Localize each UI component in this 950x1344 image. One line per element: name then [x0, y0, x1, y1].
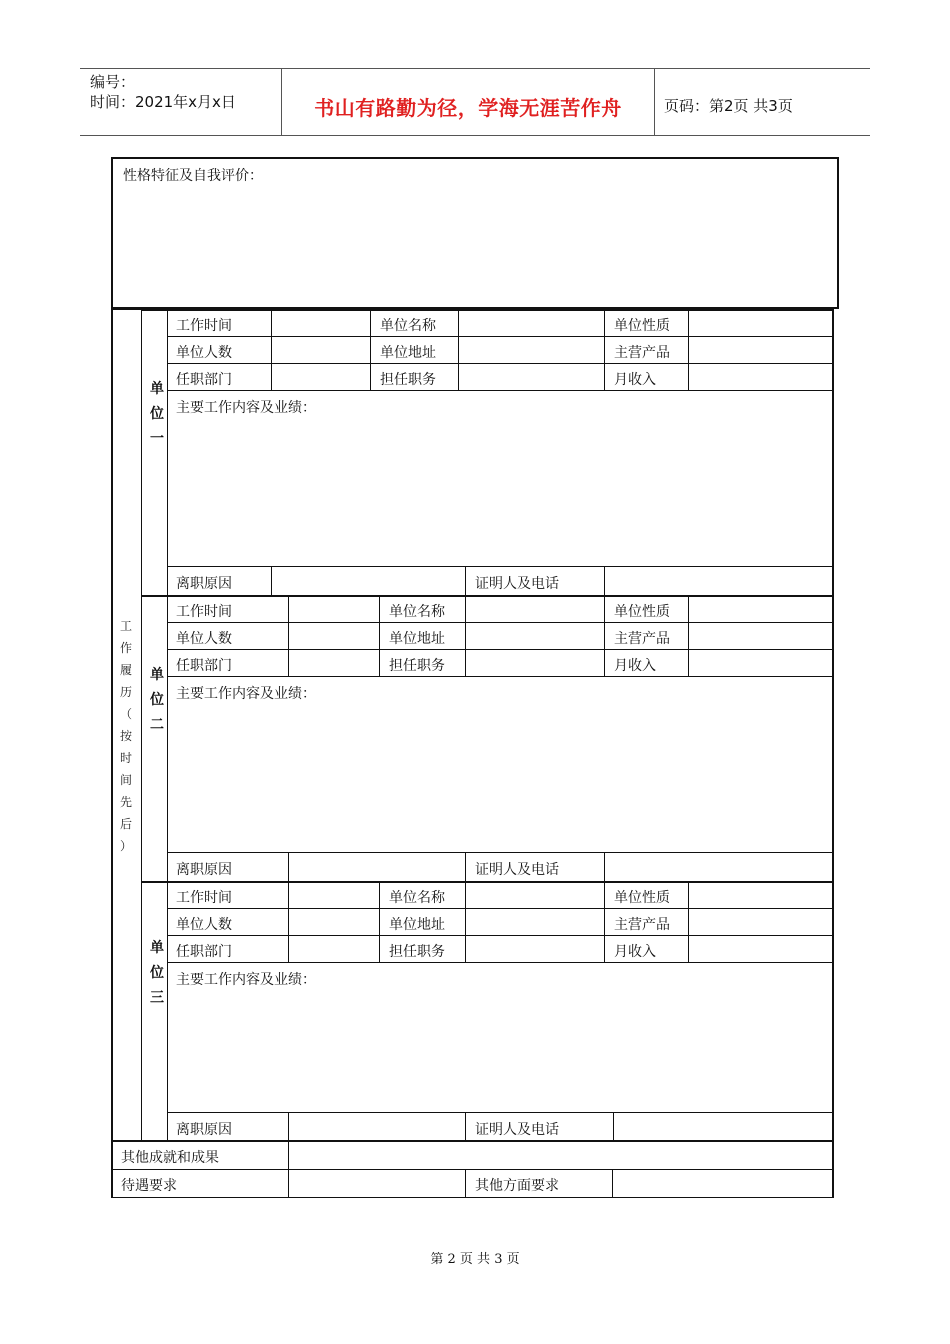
unit-three-department-field[interactable] [289, 936, 379, 962]
unit-two-company-size-field[interactable] [289, 623, 379, 649]
header-divider [654, 69, 655, 136]
unit-one-position-label: 担任职务 [380, 372, 436, 388]
unit-two-department-label: 任职部门 [176, 658, 232, 674]
header-meta [90, 72, 236, 112]
unit-three-leave-reason-field[interactable] [289, 1113, 465, 1141]
other-requirements-label: 其他方面要求 [475, 1178, 559, 1194]
unit-one-work-time-label: 工作时间 [176, 318, 232, 334]
self-evaluation-label: 性格特征及自我评价： [123, 168, 263, 184]
salary-field[interactable] [289, 1170, 465, 1198]
unit-two-reference-field[interactable] [605, 853, 833, 881]
page-footer: 第 2 页 共 3 页 [430, 1252, 520, 1267]
unit-three-work-time-label: 工作时间 [176, 890, 232, 906]
unit-three-main-work-label: 主要工作内容及业绩： [176, 972, 316, 988]
unit-one-main-products-label: 主营产品 [614, 345, 670, 361]
unit-three-reference-field[interactable] [614, 1113, 833, 1141]
achievements-field[interactable] [289, 1141, 833, 1169]
unit-three-leave-reason-label: 离职原因 [176, 1122, 232, 1138]
unit-two-company-address-field[interactable] [466, 623, 604, 649]
unit-one-company-nature-field[interactable] [689, 310, 833, 336]
unit-three-company-name-label: 单位名称 [389, 890, 445, 906]
unit-two-position-field[interactable] [466, 650, 604, 676]
unit-three-company-nature-field[interactable] [689, 882, 833, 908]
unit-three-monthly-income-field[interactable] [689, 936, 833, 962]
header-motto: 书山有路勤为径，学海无涯苦作舟 [314, 96, 622, 120]
unit-one-company-name-field[interactable] [459, 310, 604, 336]
unit-two-main-work-label: 主要工作内容及业绩： [176, 686, 316, 702]
unit-one-position-field[interactable] [459, 364, 604, 390]
unit-one-leave-reason-field[interactable] [272, 567, 465, 595]
other-requirements-field[interactable] [613, 1170, 833, 1198]
unit-two-company-name-field[interactable] [466, 596, 604, 622]
unit-one-label: 单 位 一 [150, 381, 164, 447]
doc-number: 编号： [90, 73, 136, 91]
unit-two-leave-reason-label: 离职原因 [176, 862, 232, 878]
unit-two-monthly-income-field[interactable] [689, 650, 833, 676]
header-page-number: 页码：第2页 共3页 [664, 97, 793, 115]
header-top-rule [80, 68, 870, 69]
unit-one-company-nature-label: 单位性质 [614, 318, 670, 334]
unit-three-position-label: 担任职务 [389, 944, 445, 960]
unit-two-work-time-label: 工作时间 [176, 604, 232, 620]
unit-three-reference-label: 证明人及电话 [475, 1122, 559, 1138]
unit-three-main-products-label: 主营产品 [614, 917, 670, 933]
work-history-section-text: 工 作 履 历 （ 按 时 间 先 后 ） [119, 619, 132, 853]
self-evaluation-box[interactable] [111, 157, 839, 309]
unit-one-monthly-income-field[interactable] [689, 364, 833, 390]
unit-one-main-products-field[interactable] [689, 337, 833, 363]
unit-three-work-time-field[interactable] [289, 882, 379, 908]
unit-two-department-field[interactable] [289, 650, 379, 676]
unit-two-company-nature-field[interactable] [689, 596, 833, 622]
unit-two-company-address-label: 单位地址 [389, 631, 445, 647]
unit-two-work-time-field[interactable] [289, 596, 379, 622]
unit-one-main-work-field[interactable] [168, 418, 833, 565]
unit-two-main-work-field[interactable] [168, 704, 833, 851]
work-history-section-label [118, 615, 134, 857]
unit-two-monthly-income-label: 月收入 [614, 658, 656, 674]
unit-one-company-address-label: 单位地址 [380, 345, 436, 361]
unit-one-reference-field[interactable] [605, 567, 833, 595]
unit-two-leave-reason-field[interactable] [289, 853, 465, 881]
unit-three-position-field[interactable] [466, 936, 604, 962]
unit-one-company-size-field[interactable] [272, 337, 370, 363]
unit-three-company-nature-label: 单位性质 [614, 890, 670, 906]
header-bottom-rule [80, 135, 870, 136]
unit-one-company-name-label: 单位名称 [380, 318, 436, 334]
unit-two-company-nature-label: 单位性质 [614, 604, 670, 620]
unit-three-company-address-field[interactable] [466, 909, 604, 935]
unit-one-monthly-income-label: 月收入 [614, 372, 656, 388]
unit-one-leave-reason-label: 离职原因 [176, 576, 232, 592]
unit-three-monthly-income-label: 月收入 [614, 944, 656, 960]
unit-one-reference-label: 证明人及电话 [475, 576, 559, 592]
unit-one-work-time-field[interactable] [272, 310, 370, 336]
salary-label: 待遇要求 [121, 1178, 177, 1194]
unit-two-main-products-field[interactable] [689, 623, 833, 649]
unit-three-label: 单 位 三 [150, 940, 164, 1006]
unit-two-company-size-label: 单位人数 [176, 631, 232, 647]
unit-two-reference-label: 证明人及电话 [475, 862, 559, 878]
doc-time: 时间：2021年x月x日 [90, 93, 236, 111]
unit-one-company-size-label: 单位人数 [176, 345, 232, 361]
unit-two-position-label: 担任职务 [389, 658, 445, 674]
unit-three-company-name-field[interactable] [466, 882, 604, 908]
unit-three-company-address-label: 单位地址 [389, 917, 445, 933]
unit-three-company-size-field[interactable] [289, 909, 379, 935]
achievements-label: 其他成就和成果 [121, 1150, 219, 1166]
unit-two-company-name-label: 单位名称 [389, 604, 445, 620]
unit-three-department-label: 任职部门 [176, 944, 232, 960]
unit-one-department-label: 任职部门 [176, 372, 232, 388]
unit-one-main-work-label: 主要工作内容及业绩： [176, 400, 316, 416]
unit-three-main-work-field[interactable] [168, 990, 833, 1111]
unit-three-main-products-field[interactable] [689, 909, 833, 935]
unit-three-company-size-label: 单位人数 [176, 917, 232, 933]
unit-two-label: 单 位 二 [150, 667, 164, 733]
unit-two-main-products-label: 主营产品 [614, 631, 670, 647]
unit-one-company-address-field[interactable] [459, 337, 604, 363]
unit-one-department-field[interactable] [272, 364, 370, 390]
